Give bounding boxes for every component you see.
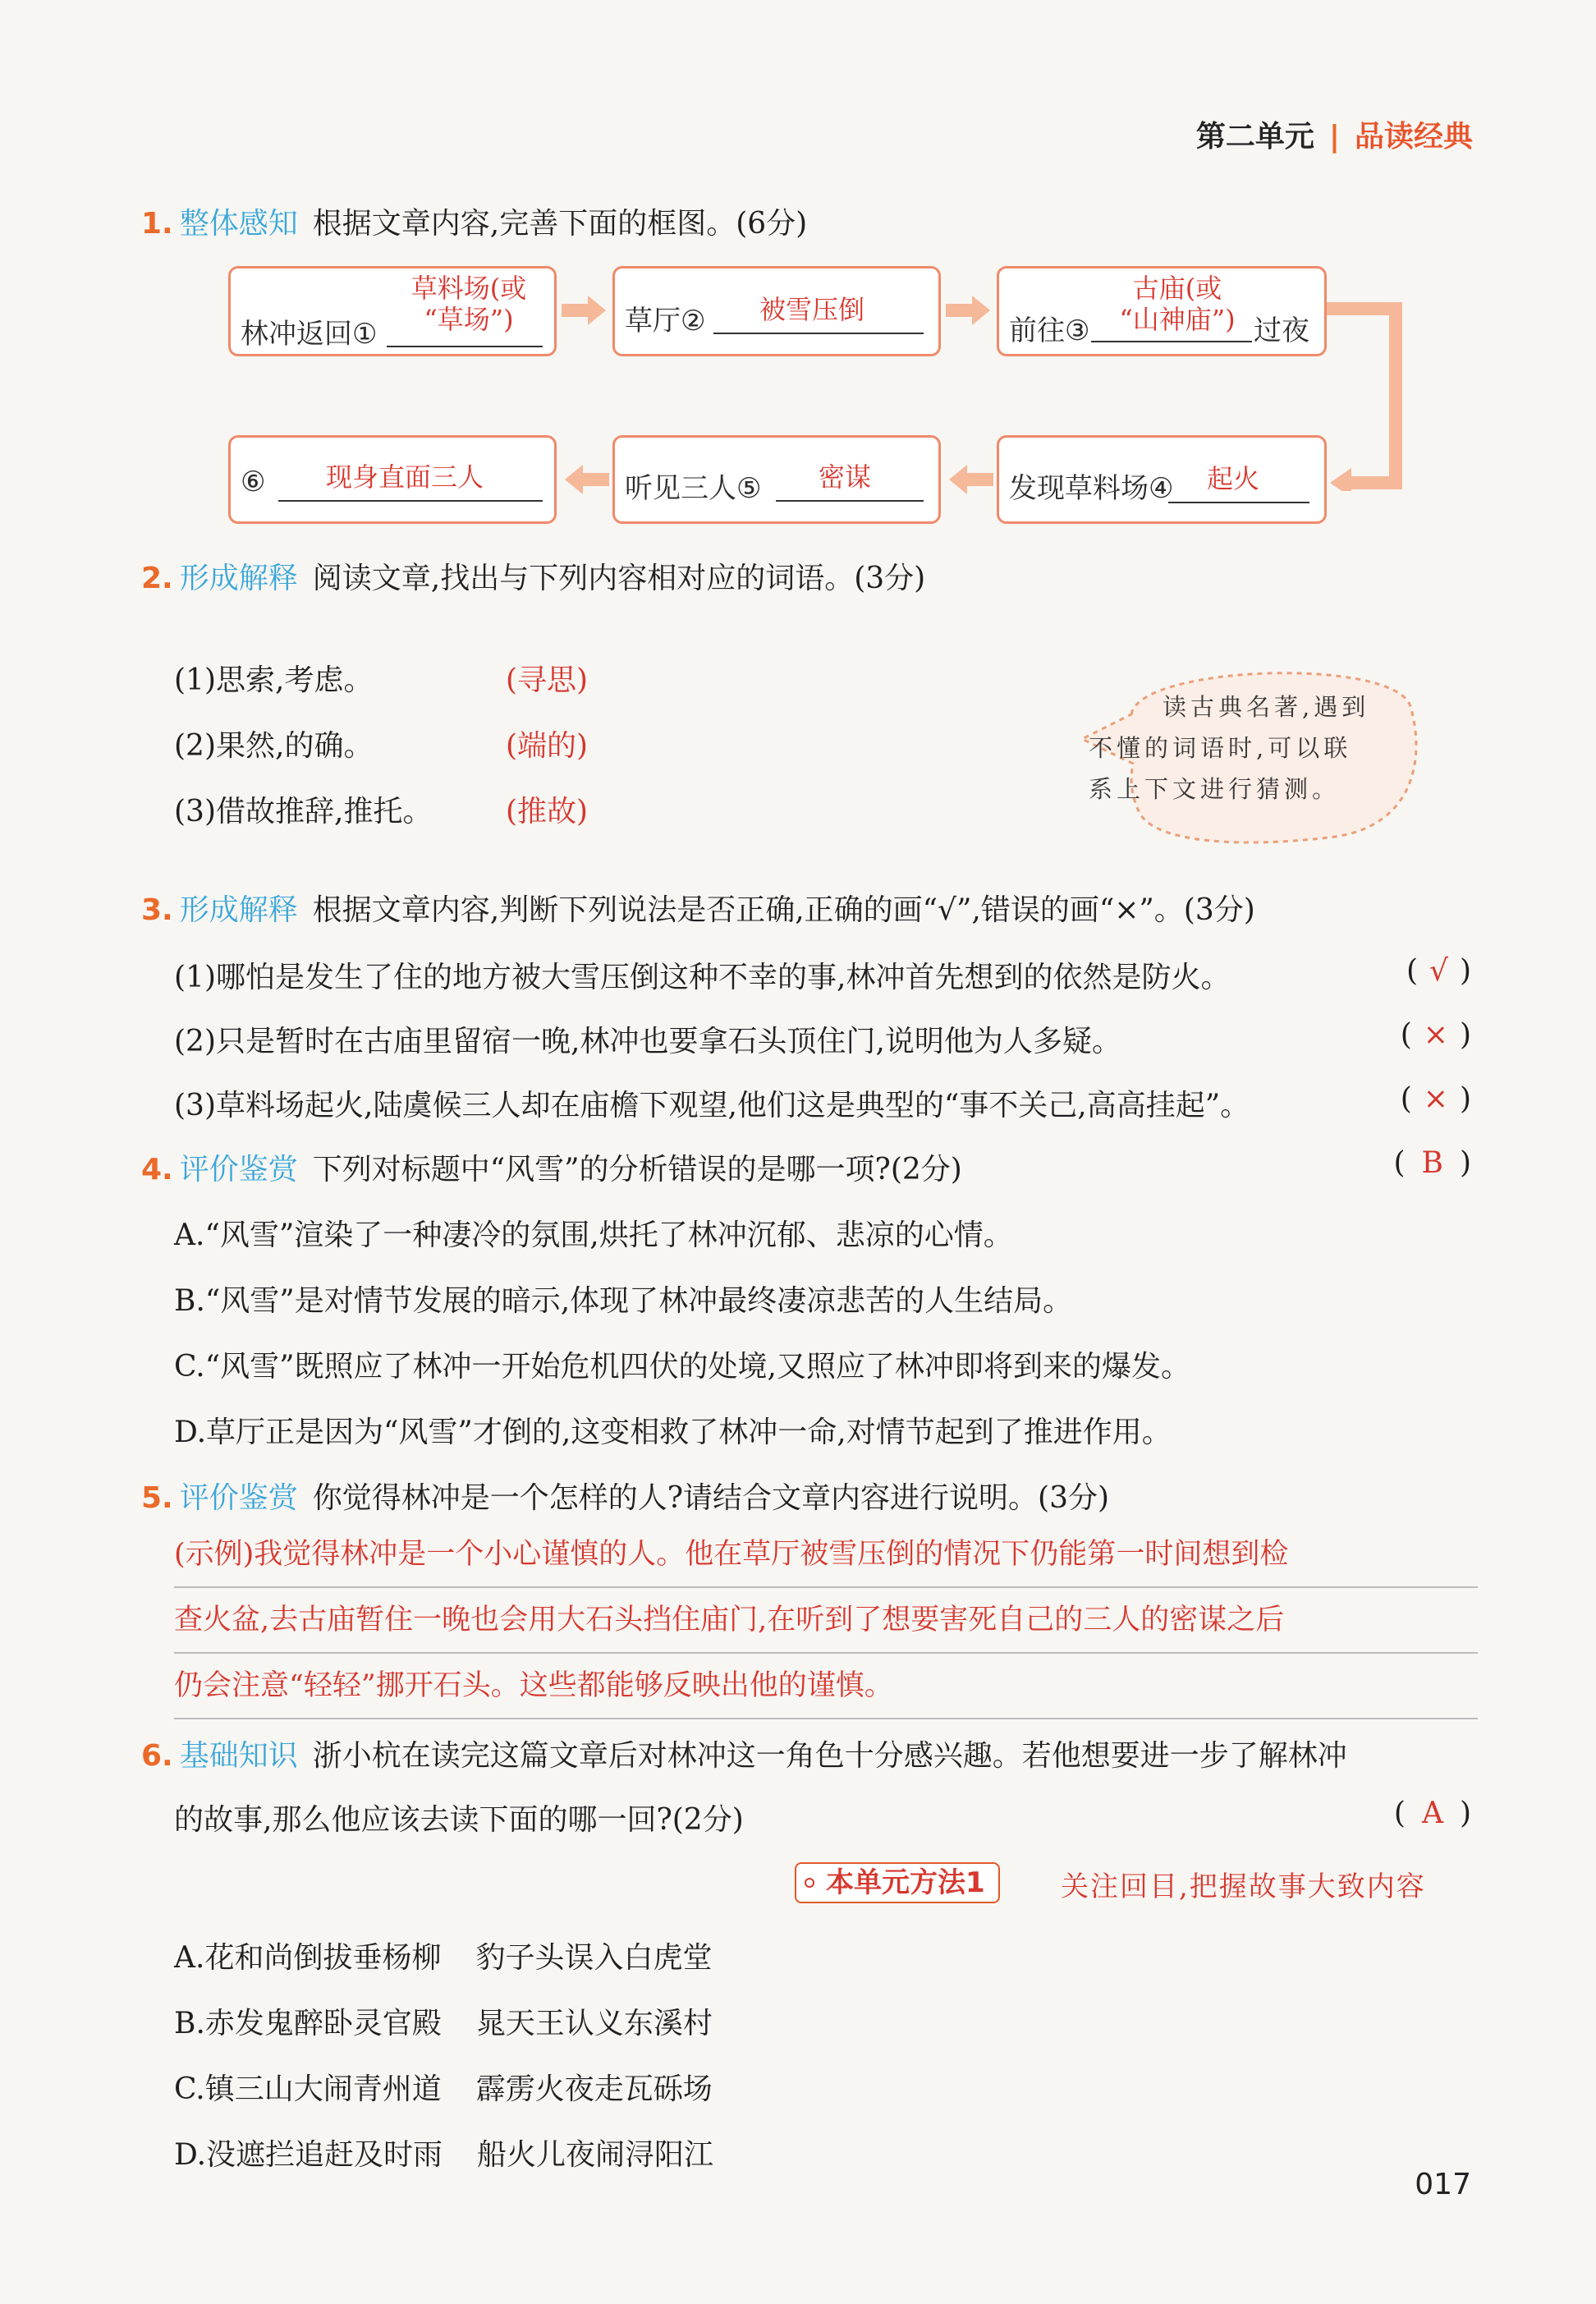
question-number: 6. [141,1739,173,1773]
tip-line: 不懂的词语时,可以联 [1089,734,1352,762]
unit-header [1196,113,1473,155]
question-6 [141,1733,1347,1774]
q6-option-b [174,2000,713,2042]
answer-underline [278,500,543,502]
answer-underline [776,500,924,502]
question-tag: 评价鉴赏 [179,1153,298,1186]
question-1 [141,200,807,242]
question-4 [141,1146,962,1188]
answer-underline [1168,502,1309,503]
q2-item-2 [174,723,373,764]
tip-line: 系上下文进行猜测。 [1089,775,1341,803]
unit-subtitle: 品读经典 [1354,120,1473,154]
q6-option-a [174,1935,712,1976]
q6-option-c [174,2066,713,2108]
flow-box-4 [997,435,1327,524]
badge-dot-icon [805,1878,814,1888]
tip-line: 读古典名著,遇到 [1163,693,1370,721]
flow-arrow-right-icon [562,294,608,327]
flow-label: 发现草料场④ [1009,472,1174,505]
q3-statement-2: (2)只是暂时在古庙里留宿一晚,林冲也要拿石头顶住门,说明他为人多疑。 [174,1025,1121,1058]
q3-answer-2: ( × ) [1400,1018,1471,1052]
option-title-a: 没遮拦追赶及时雨 [206,2138,443,2172]
q2-answer-1: (寻思) [506,663,589,697]
flow-box-2 [612,266,941,356]
flow-answer: 古庙(或 [1132,273,1222,304]
flow-label: 林冲返回① [241,318,378,351]
q3-statement-1: (1)哪怕是发生了住的地方被大雪压倒这种不幸的事,林冲首先想到的依然是防火。 [174,961,1231,994]
q4-option-a: A.“风雪”渲染了一种凄冷的氛围,烘托了林冲沉郁、悲凉的心情。 [174,1219,1013,1252]
question-tag: 评价鉴赏 [179,1481,298,1515]
flow-arrow-left-icon [563,463,609,496]
option-title-a: 赤发鬼醉卧灵官殿 [204,2007,442,2040]
q5-answer-line: 仍会注意“轻轻”挪开石头。这些都能够反映出他的谨慎。 [174,1660,1478,1719]
q3-answer-1: ( √ ) [1406,954,1471,988]
tip-text [1089,686,1370,810]
choice-answer: A [1421,1797,1443,1830]
option-title-a: 镇三山大闹青州道 [204,2072,442,2106]
question-number: 5. [141,1481,173,1515]
q6-answer: ( A ) [1393,1797,1471,1830]
question-number: 4. [141,1153,173,1186]
option-letter: D. [174,2138,207,2172]
question-5 [141,1475,1109,1517]
q2-answer-3: (推故) [506,795,589,828]
judgement-mark: √ [1429,954,1448,988]
q4-option-d: D.草厅正是因为“风雪”才倒的,这变相救了林冲一命,对情节起到了推进作用。 [174,1416,1172,1449]
flow-arrow-left-icon [947,463,993,496]
flow-label: ⑥ [241,466,266,498]
answer-underline [1091,341,1252,342]
question-text: 根据文章内容,完善下面的框图。(6分) [312,207,808,241]
question-tag: 基础知识 [179,1739,298,1773]
question-number: 3. [141,893,173,927]
option-title-a: 花和尚倒拔垂杨柳 [204,1941,442,1975]
flow-label: 前往③ [1009,314,1090,347]
judgement-mark: × [1423,1082,1448,1116]
question-text: 下列对标题中“风雪”的分析错误的是哪一项?(2分) [312,1153,962,1186]
unit-title: 第二单元 [1195,120,1314,154]
q5-answer-line: 查火盆,去古庙暂住一晚也会用大石头挡住庙门,在听到了想要害死自己的三人的密谋之后 [174,1595,1478,1654]
question-tag: 形成解释 [179,893,298,927]
option-letter: C. [174,2072,205,2106]
question-tag: 整体感知 [179,207,298,241]
question-text: 你觉得林冲是一个怎样的人?请结合文章内容进行说明。(3分) [312,1481,1110,1515]
question-number: 2. [141,562,173,595]
q4-option-c: C.“风雪”既照应了林冲一开始危机四伏的处境,又照应了林冲即将到来的爆发。 [174,1350,1190,1384]
option-title-b: 霹雳火夜走瓦砾场 [475,2072,713,2106]
flow-answer: 起火 [1206,463,1259,494]
q2-item-3 [174,788,432,830]
answer-underline [713,333,924,334]
option-letter: A. [174,1941,205,1975]
q2-item-1 [174,657,373,699]
question-text-continued: 的故事,那么他应该去读下面的哪一回?(2分) [174,1803,744,1837]
flow-label: 草厅② [625,305,706,337]
q2-answer-2: (端的) [506,729,589,763]
q6-option-d [174,2132,713,2173]
method-badge-label: 本单元方法1 [826,1866,985,1899]
header-separator: | [1328,120,1340,154]
q5-answer-line: (示例)我觉得林冲是一个小心谨慎的人。他在草厅被雪压倒的情况下仍能第一时间想到检 [174,1529,1478,1588]
question-text: 根据文章内容,判断下列说法是否正确,正确的画“√”,错误的画“×”。(3分) [312,893,1255,927]
q3-answer-3: ( × ) [1400,1082,1471,1116]
option-title-b: 晁天王认义东溪村 [475,2007,713,2040]
flow-box-3 [997,266,1327,356]
flow-connector-arrow-icon [1327,302,1409,491]
flow-arrow-right-icon [946,294,992,327]
method-badge [795,1862,1000,1903]
flow-answer: 被雪压倒 [759,294,864,325]
flow-answer: 草料场(或 [410,273,527,304]
flow-box-5 [612,435,941,524]
item-label: (2)果然,的确。 [174,729,374,763]
flow-answer: 现身直面三人 [325,461,484,493]
item-label: (3)借故推辞,推托。 [174,795,433,828]
method-text: 关注回目,把握故事大致内容 [1061,1870,1426,1903]
q4-answer: ( B ) [1393,1146,1471,1180]
question-number: 1. [141,207,173,241]
option-title-b: 豹子头误入白虎堂 [475,1941,713,1975]
judgement-mark: × [1423,1018,1448,1052]
answer-underline [387,346,543,347]
option-title-b: 船火儿夜闹浔阳江 [477,2138,714,2172]
q4-option-b: B.“风雪”是对情节发展的暗示,体现了林冲最终凄凉悲苦的人生结局。 [174,1284,1073,1318]
flow-label: 听见三人⑤ [625,472,762,505]
question-3 [141,887,1255,929]
question-text: 阅读文章,找出与下列内容相对应的词语。(3分) [312,562,926,595]
page-number: 017 [1415,2168,1471,2201]
flow-answer: “草场”) [424,304,514,335]
item-label: (1)思索,考虑。 [174,663,374,697]
question-text: 浙小杭在读完这篇文章后对林冲这一角色十分感兴趣。若他想要进一步了解林冲 [312,1739,1347,1773]
q3-statement-3: (3)草料场起火,陆虞候三人却在庙檐下观望,他们这是典型的“事不关己,高高挂起”。 [174,1089,1250,1122]
flow-label-suffix: 过夜 [1254,314,1309,347]
flow-answer: 密谋 [818,461,871,493]
question-2 [141,555,925,597]
question-tag: 形成解释 [179,562,298,595]
choice-answer: B [1421,1146,1443,1180]
flow-box-1 [228,266,557,356]
option-letter: B. [174,2007,205,2040]
flow-box-6 [228,435,557,524]
flow-answer: “山神庙”) [1119,304,1236,335]
